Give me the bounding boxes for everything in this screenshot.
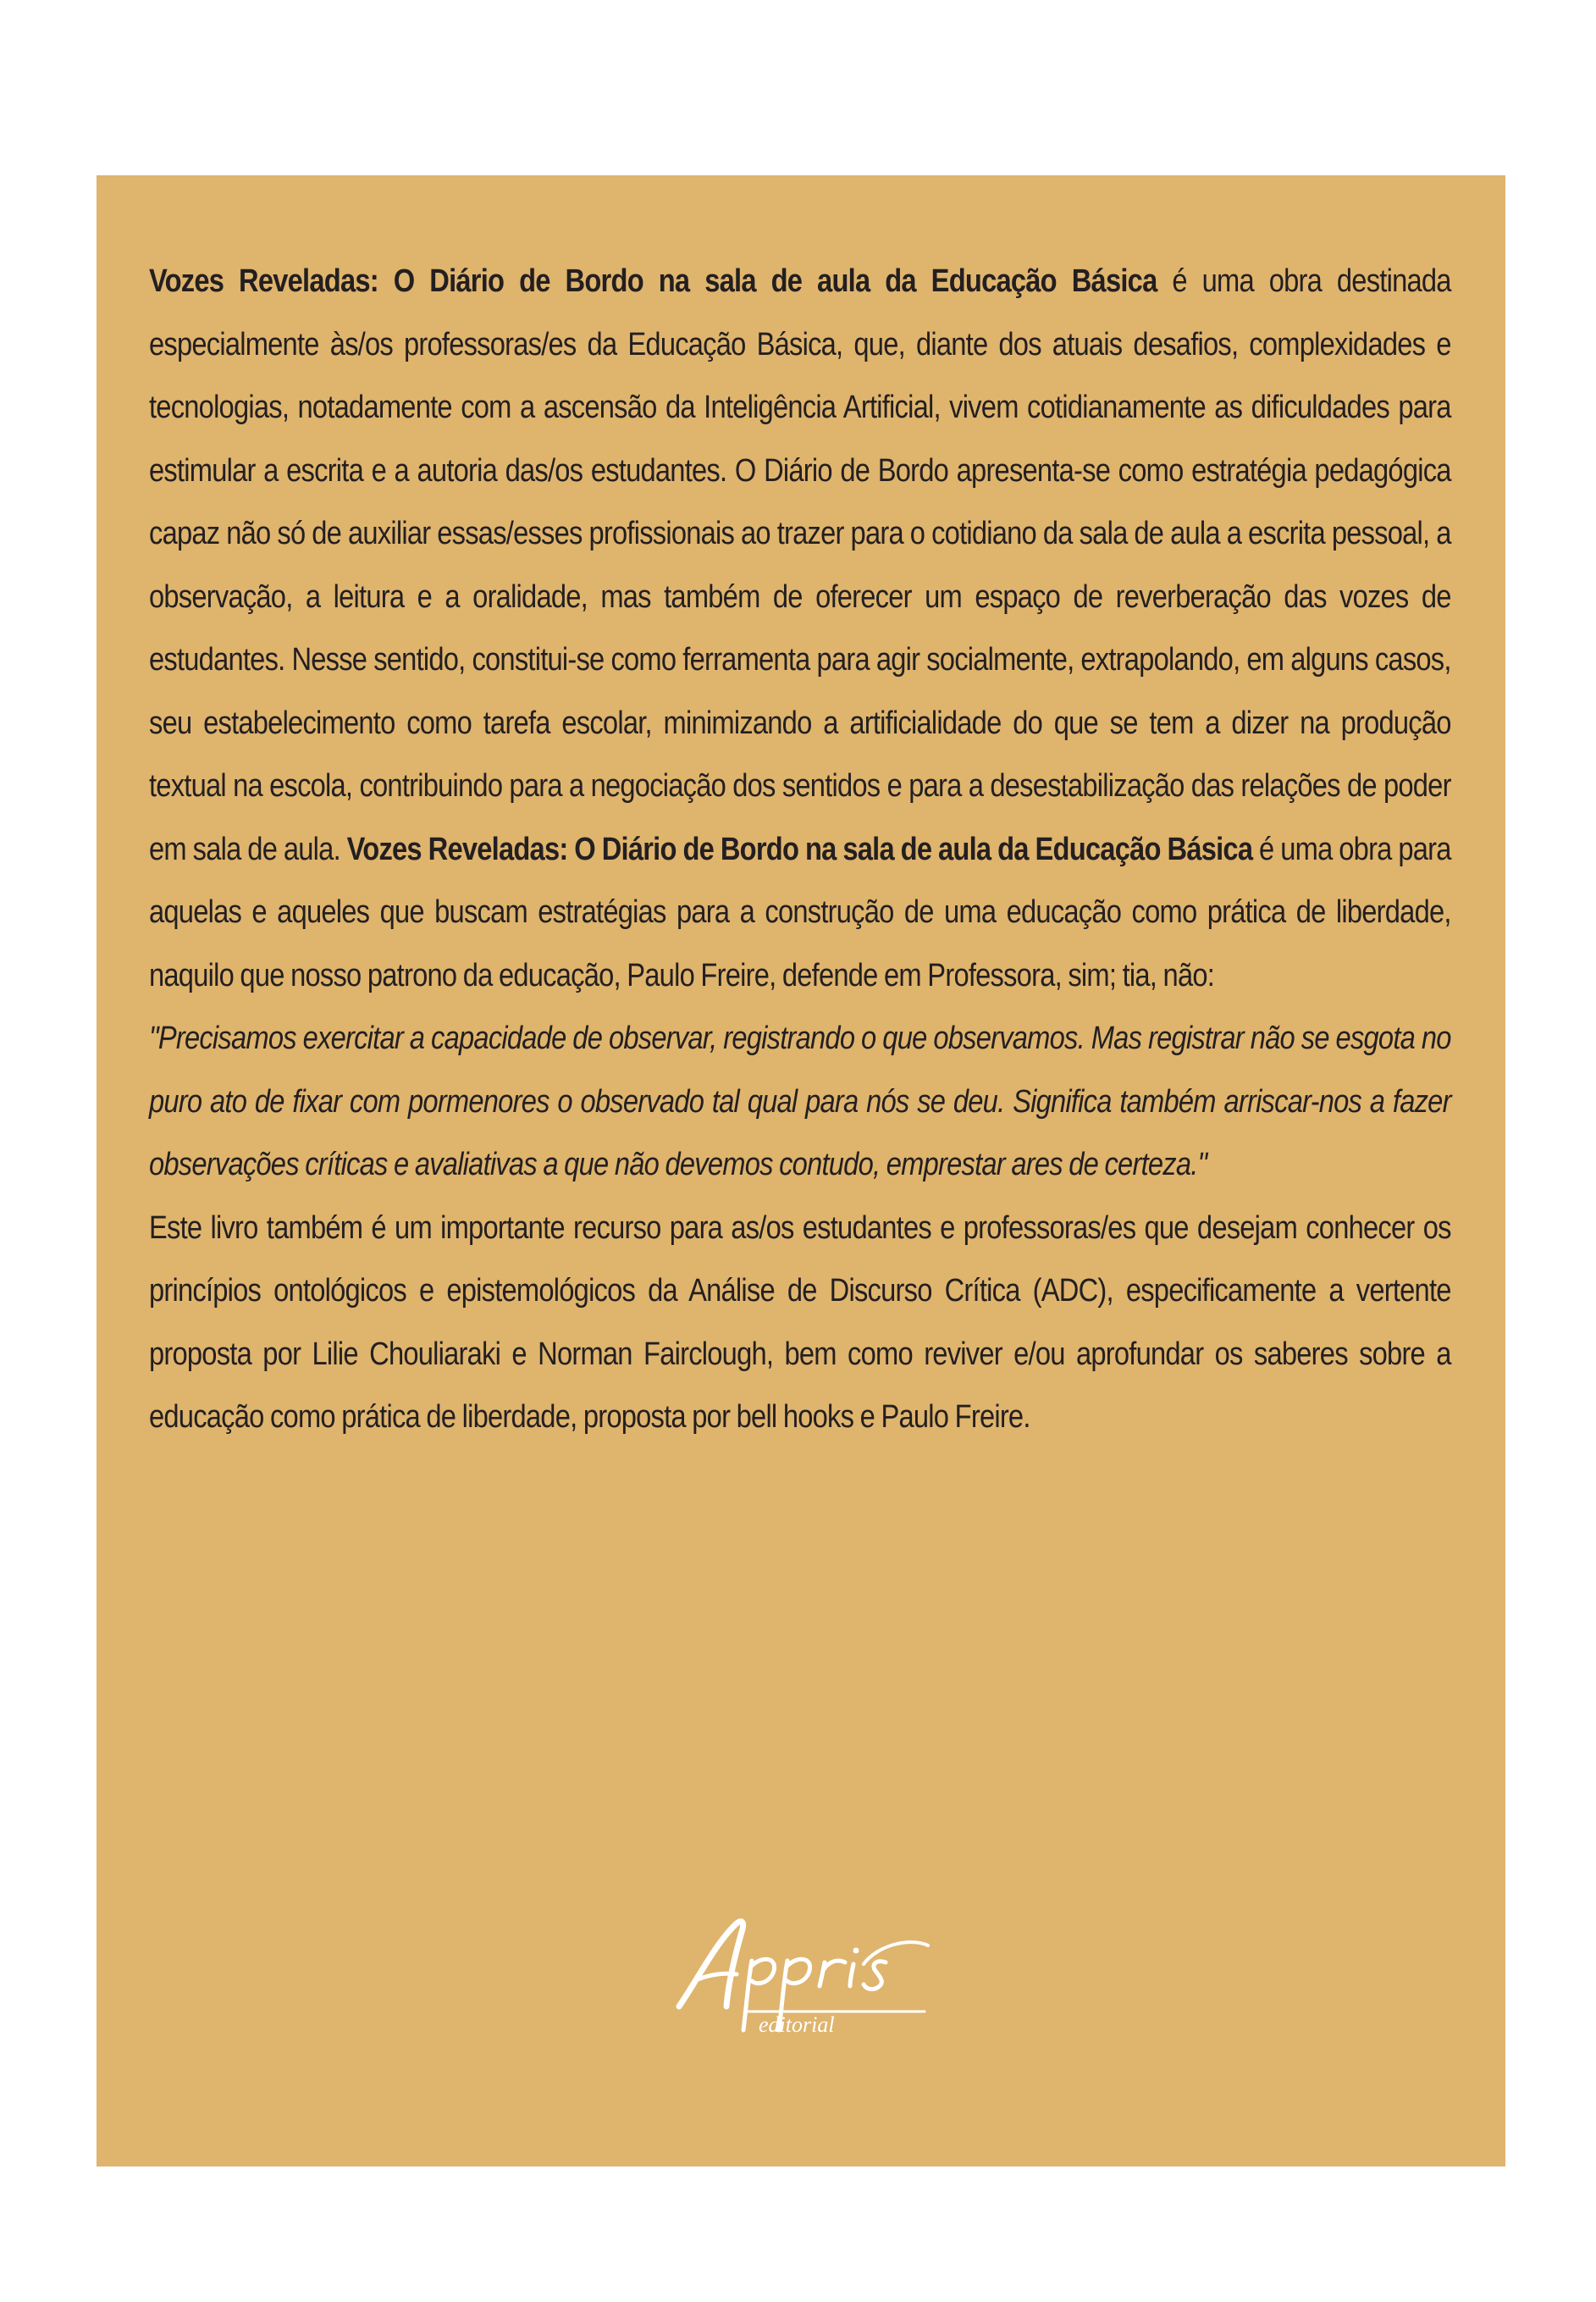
synopsis-paragraph-1 <box>149 250 1451 1007</box>
synopsis-paragraph-2: Este livro também é um importante recurso para as/os estudantes e professoras/es que desejam conhecer os princípios ontológicos e epistemológicos da Análise de Discurso Crítica (ADC), especificamente a vertente proposta por Lilie Chouliaraki e Norman Fairclough, bem como reviver e/ou aprofundar os saberes sobre a educação como prática de liberdade, proposta por bell hooks e Paulo Freire. <box>149 1209 1451 1435</box>
back-cover-panel <box>97 175 1505 2166</box>
book-title-bold-repeat: Vozes Reveladas: O Diário de Bordo na sala de aula da Educação Básica <box>346 831 1253 867</box>
appris-logo-icon <box>664 1912 943 2039</box>
appris-editorial-logo <box>664 1912 943 2039</box>
synopsis-text <box>149 250 1451 1449</box>
quote-text: "Precisamos exercitar a capacidade de observar, registrando o que observamos. Mas registrar não se esgota no puro ato de fixar com pormenores o observado tal qual para nós se deu. Significa também arriscar-nos a fazer observações críticas e avaliativas a que não devemos contudo, emprestar ares de certeza." <box>149 1021 1451 1182</box>
book-title-bold: Vozes Reveladas: O Diário de Bordo na sala de aula da Educação Básica <box>149 263 1157 299</box>
synopsis-text-part-1: é uma obra destinada especialmente às/os professoras/es da Educação Básica, que, diante dos atuais desafios, complexidades e tecnologias, notadamente com a ascensão da Inteligência Artificial, vivem cotidianamente as dificuldades para estimular a escrita e a autoria das/os estudantes. O Diário de Bordo apresenta-se como estratégia pedagógica capaz não só de auxiliar essas/esses profissionais ao trazer para o cotidiano da sala de aula a escrita pessoal, a observação, a leitura e a oralidade, mas também de oferecer um espaço de reverberação das vozes de estudantes. Nesse sentido, constitui-se como ferramenta para agir socialmente, extrapolando, em alguns casos, seu estabelecimento como tarefa escolar, minimizando a artificialidade do que se tem a dizer na produção textual na escola, contribuindo para a negociação dos sentidos e para a desestabilização das relações de poder em sala de aula. <box>149 263 1451 867</box>
synopsis-text-part-2: é uma obra para aquelas e aqueles que buscam estratégias para a construção de uma educação como prática de liberdade, naquilo que nosso patrono da educação, Paulo Freire, defende em Professora, sim; tia, não: <box>149 831 1451 993</box>
freire-quote <box>149 1007 1451 1197</box>
logo-editorial-text: editorial <box>759 2012 835 2037</box>
